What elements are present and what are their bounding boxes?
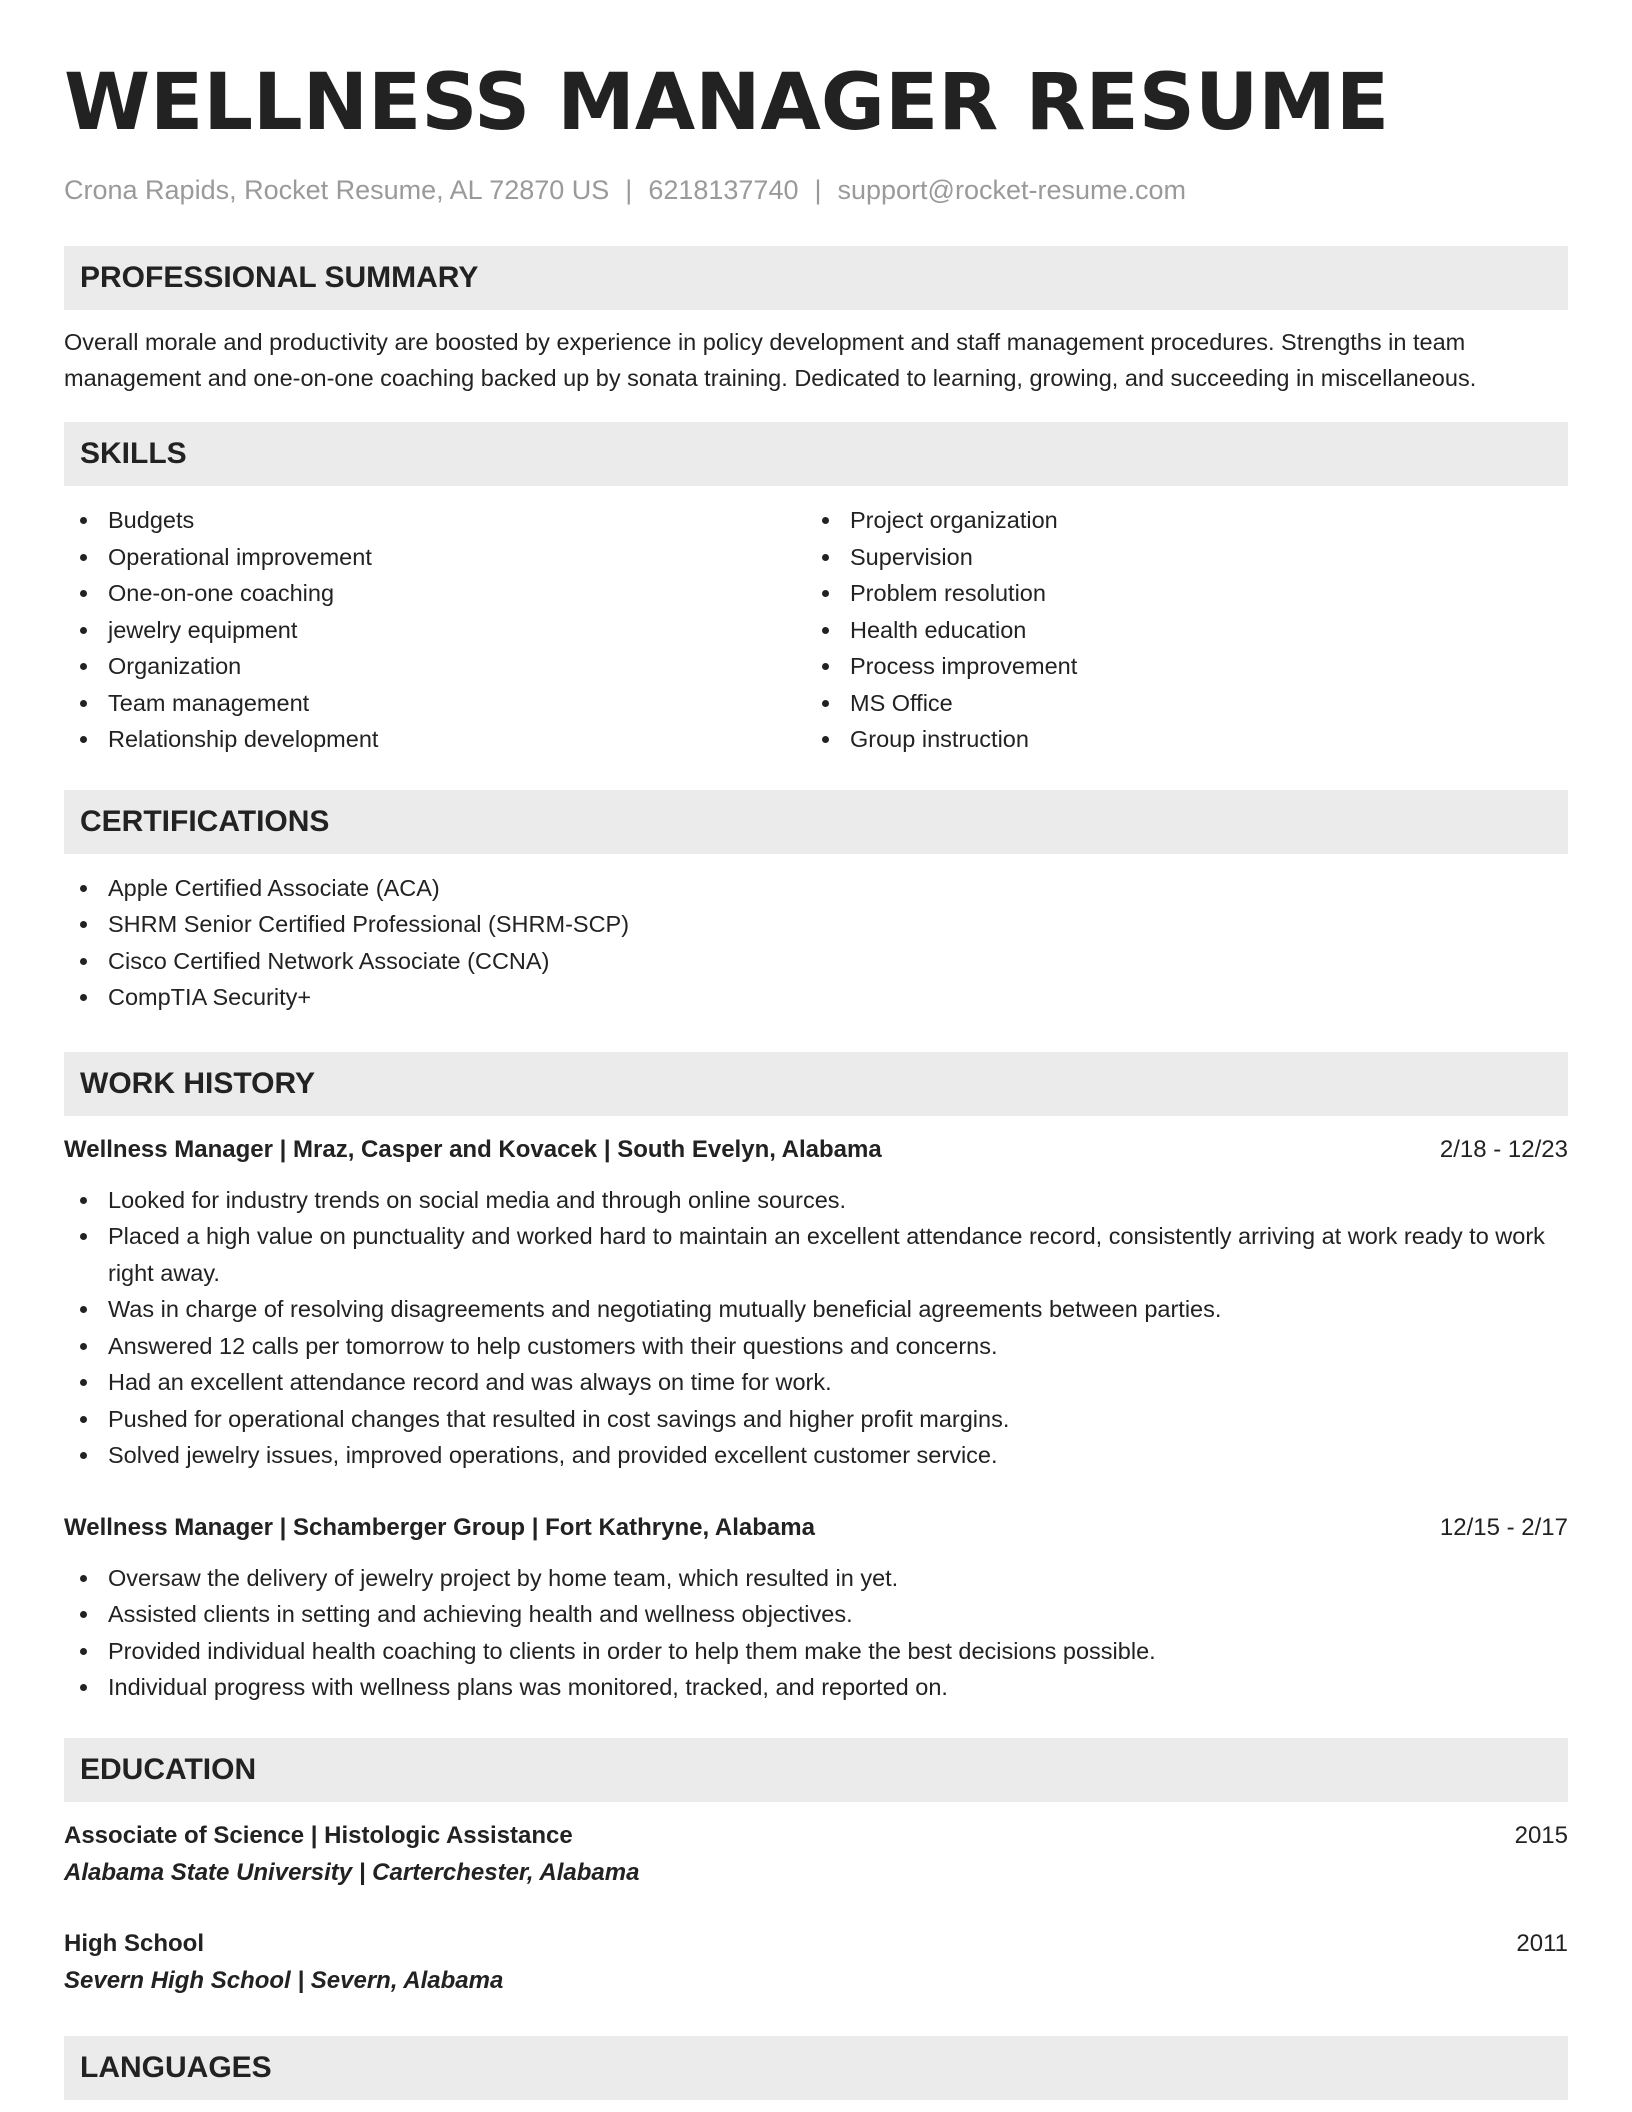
skills-list-right (806, 502, 1548, 758)
skill-item: MS Office (806, 685, 1548, 722)
section-heading-certifications: CERTIFICATIONS (64, 790, 1568, 854)
skill-item: Health education (806, 612, 1548, 649)
job-entry (64, 1132, 1568, 1474)
job-bullet: Provided individual health coaching to clients in order to help them make the best decisions possible. (64, 1633, 1568, 1670)
contact-separator: | (625, 175, 633, 205)
section-heading-summary: PROFESSIONAL SUMMARY (64, 246, 1568, 310)
job-dates: 12/15 - 2/17 (1439, 1513, 1568, 1541)
job-bullet: Assisted clients in setting and achieving health and wellness objectives. (64, 1596, 1568, 1633)
education-header (64, 1818, 1568, 1854)
skill-item: jewelry equipment (64, 612, 806, 649)
resume-title: WELLNESS MANAGER RESUME (64, 58, 1390, 148)
contact-email: support@rocket-resume.com (837, 175, 1187, 205)
certification-item: Apple Certified Associate (ACA) (64, 870, 1568, 907)
skills-list-left (64, 502, 806, 758)
certification-item: SHRM Senior Certified Professional (SHRM-SCP) (64, 906, 1568, 943)
job-title: Wellness Manager | Mraz, Casper and Kovacek | South Evelyn, Alabama (64, 1135, 882, 1163)
job-dates: 2/18 - 12/23 (1439, 1135, 1568, 1163)
job-bullet: Oversaw the delivery of jewelry project by home team, which resulted in yet. (64, 1560, 1568, 1597)
education-year: 2015 (1514, 1821, 1568, 1849)
certification-item: CompTIA Security+ (64, 979, 1568, 1016)
section-heading-skills: SKILLS (64, 422, 1568, 486)
contact-separator: | (814, 175, 822, 205)
education-header (64, 1926, 1568, 1962)
education-school: Alabama State University | Carterchester, Alabama (64, 1858, 640, 1886)
job-bullet: Looked for industry trends on social media and through online sources. (64, 1182, 1568, 1219)
job-title: Wellness Manager | Schamberger Group | Fort Kathryne, Alabama (64, 1513, 815, 1541)
contact-phone: 6218137740 (648, 175, 799, 205)
job-bullets (64, 1182, 1568, 1474)
job-bullet: Placed a high value on punctuality and worked hard to maintain an excellent attendance record, consistently arriving at work ready to work right away. (64, 1218, 1568, 1291)
section-heading-work-history: WORK HISTORY (64, 1052, 1568, 1116)
skill-item: Budgets (64, 502, 806, 539)
job-bullet: Individual progress with wellness plans was monitored, tracked, and reported on. (64, 1669, 1568, 1706)
certification-item: Cisco Certified Network Associate (CCNA) (64, 943, 1568, 980)
education-entry (64, 1818, 1568, 1892)
job-header (64, 1510, 1568, 1546)
job-bullet: Was in charge of resolving disagreements and negotiating mutually beneficial agreements between parties. (64, 1291, 1568, 1328)
summary-text: Overall morale and productivity are boosted by experience in policy development and staff management procedures. Strengths in team management and one-on-one coaching backed up by sonata training. Dedicated to learning, growing, and succeeding in miscellaneous. (64, 329, 1477, 391)
skill-item: Team management (64, 685, 806, 722)
education-degree: High School (64, 1929, 204, 1957)
section-heading-languages: LANGUAGES (64, 2036, 1568, 2100)
skill-item: Group instruction (806, 721, 1548, 758)
skill-item: Process improvement (806, 648, 1548, 685)
skill-item: One-on-one coaching (64, 575, 806, 612)
job-bullets (64, 1560, 1568, 1706)
skill-item: Operational improvement (64, 539, 806, 576)
contact-line (64, 170, 1568, 210)
job-bullet: Answered 12 calls per tomorrow to help customers with their questions and concerns. (64, 1328, 1568, 1365)
job-bullet: Had an excellent attendance record and was always on time for work. (64, 1364, 1568, 1401)
section-heading-education: EDUCATION (64, 1738, 1568, 1802)
education-entry (64, 1926, 1568, 2000)
job-bullet: Pushed for operational changes that resulted in cost savings and higher profit margins. (64, 1401, 1568, 1438)
skill-item: Supervision (806, 539, 1548, 576)
skill-item: Problem resolution (806, 575, 1548, 612)
skill-item: Organization (64, 648, 806, 685)
skills-columns (64, 502, 1568, 758)
job-bullet: Solved jewelry issues, improved operations, and provided excellent customer service. (64, 1437, 1568, 1474)
education-degree: Associate of Science | Histologic Assistance (64, 1821, 573, 1849)
skill-item: Relationship development (64, 721, 806, 758)
education-year: 2011 (1516, 1929, 1568, 1957)
contact-address: Crona Rapids, Rocket Resume, AL 72870 US (64, 175, 610, 205)
certifications-list (64, 870, 1568, 1016)
job-entry (64, 1510, 1568, 1706)
education-school: Severn High School | Severn, Alabama (64, 1966, 504, 1994)
skill-item: Project organization (806, 502, 1548, 539)
job-header (64, 1132, 1568, 1168)
